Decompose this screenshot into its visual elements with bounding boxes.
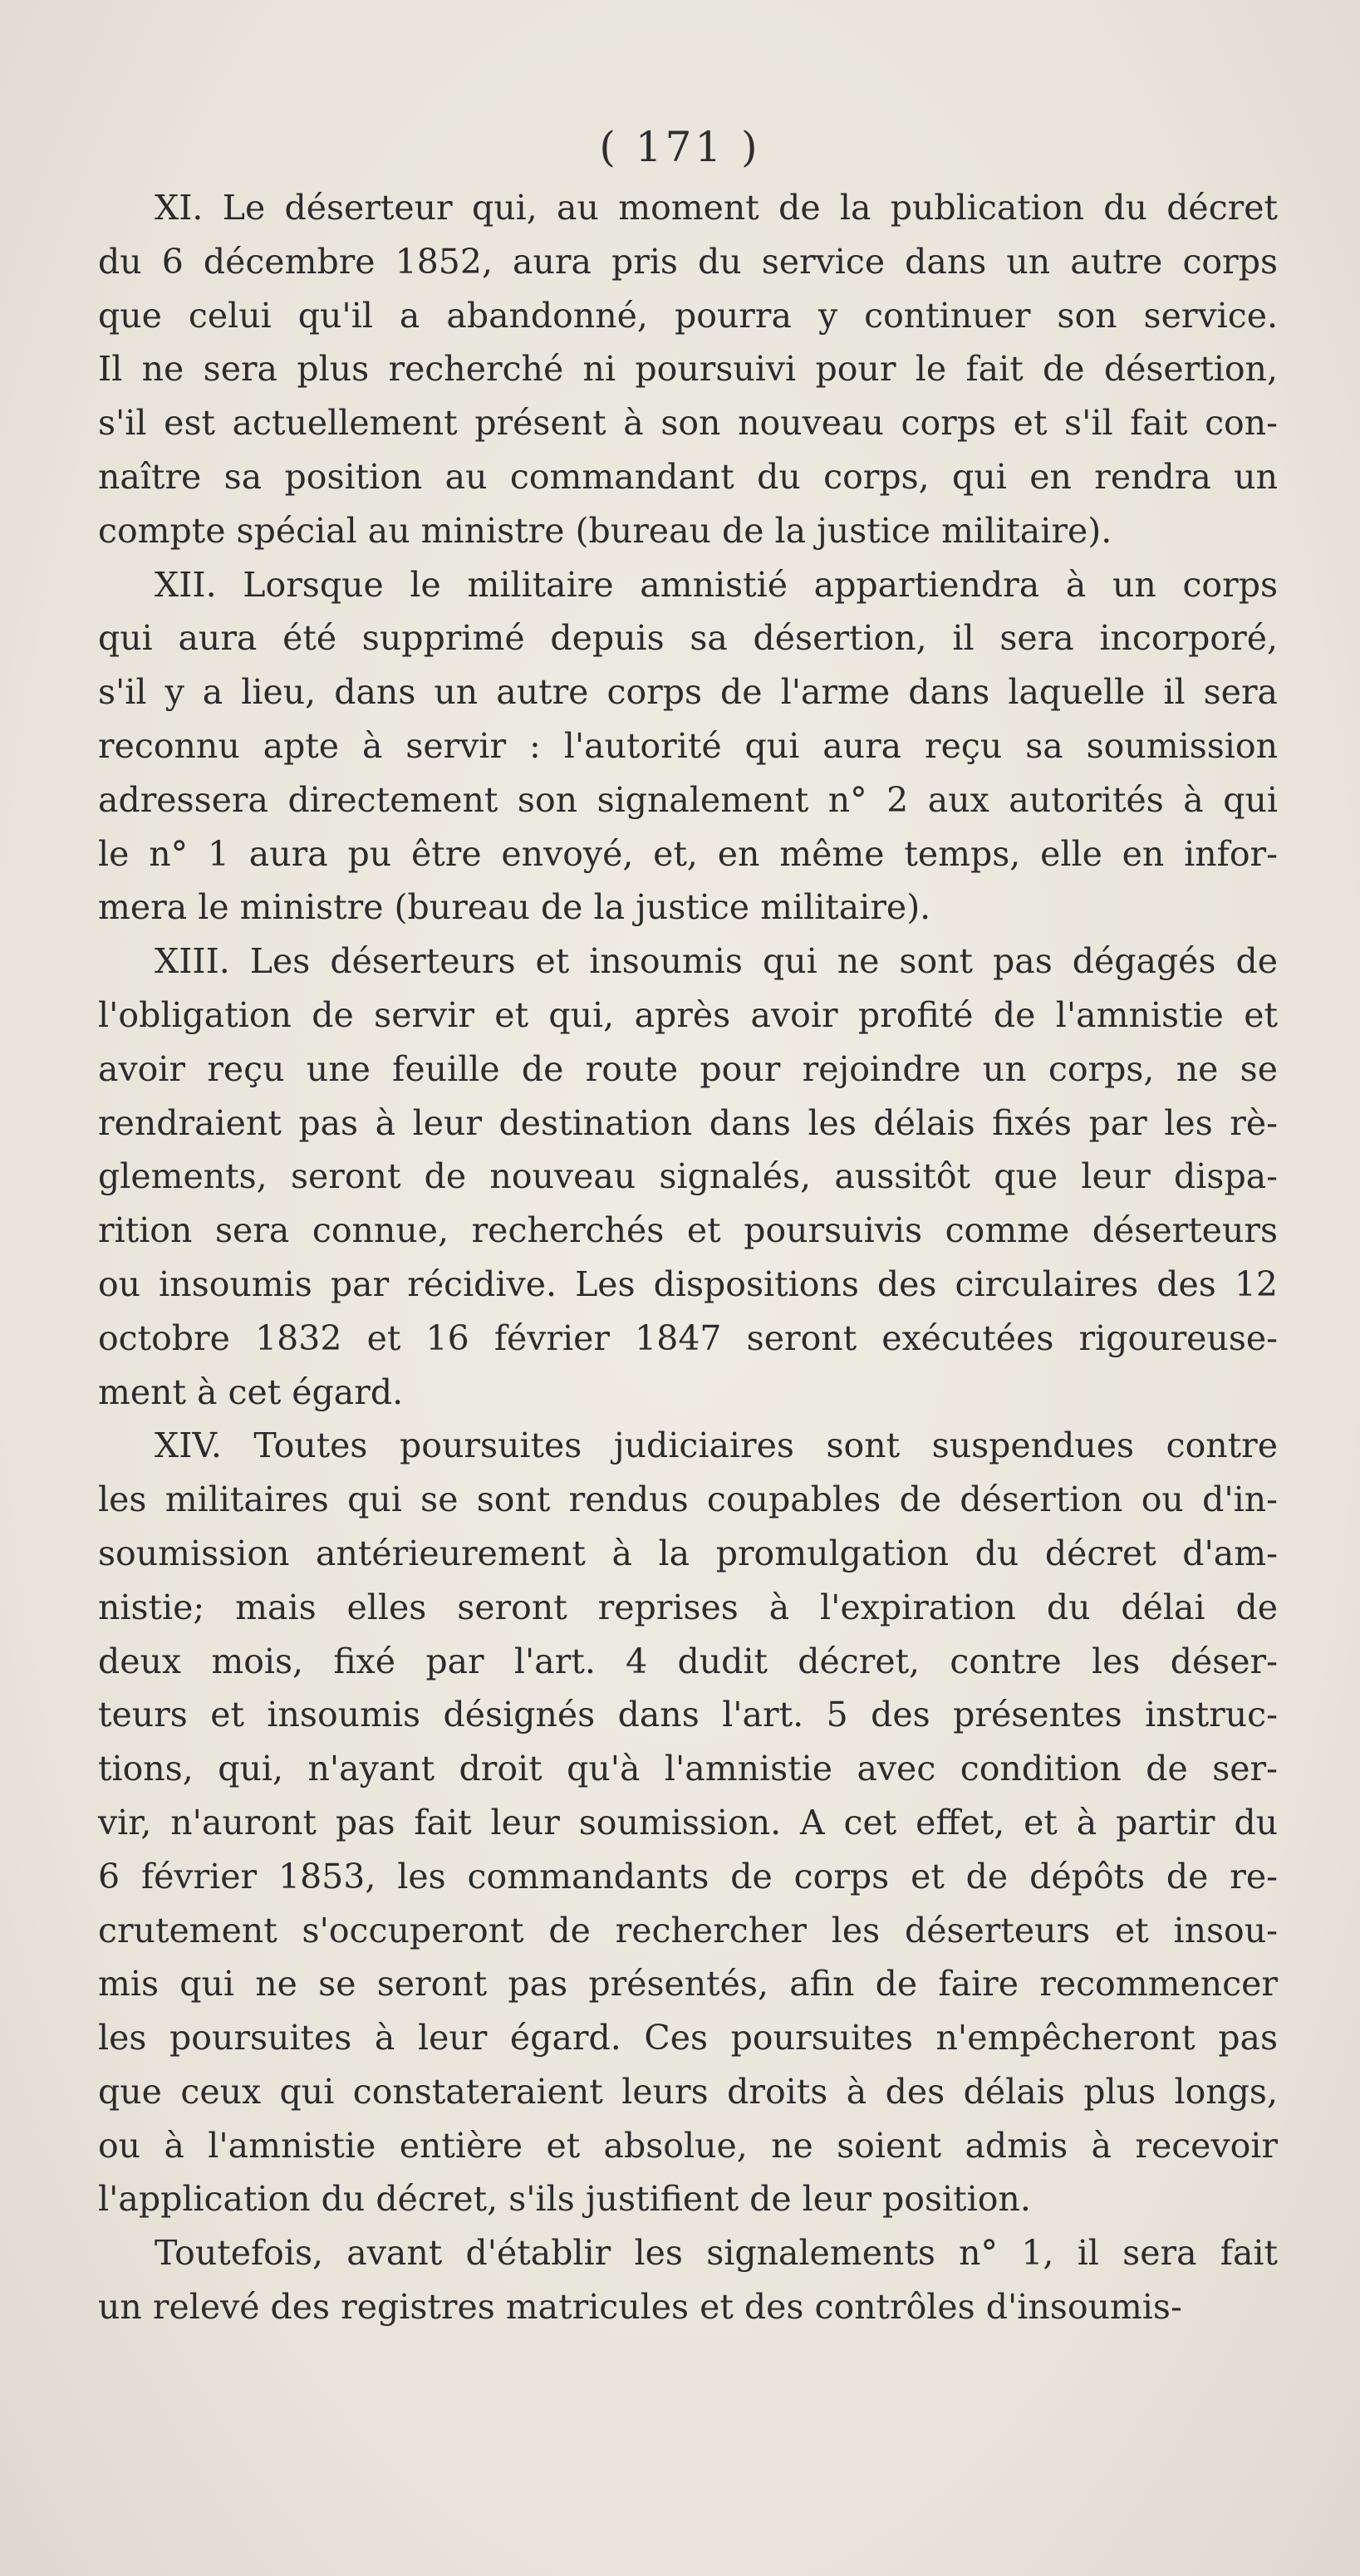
- text-line: ou à l'amnistie entière et absolue, ne soient admis à recevoir: [98, 2125, 1278, 2166]
- text-line: s'il y a lieu, dans un autre corps de l'arme dans laquelle il sera: [98, 672, 1278, 713]
- text-line: vir, n'auront pas fait leur soumission. A cet effet, et à partir du: [98, 1802, 1278, 1842]
- text-line: l'application du décret, s'ils justifient de leur position.: [98, 2179, 1031, 2220]
- text-line: ment à cet égard.: [98, 1371, 404, 1412]
- text-line: Il ne sera plus recherché ni poursuivi pour le fait de désertion,: [98, 349, 1278, 390]
- text-line: XI. Le déserteur qui, au moment de la publication du décret: [155, 188, 1278, 228]
- text-line: crutement s'occuperont de rechercher les déserteurs et insou-: [98, 1910, 1278, 1950]
- text-line: que ceux qui constateraient leurs droits à des délais plus longs,: [98, 2071, 1278, 2112]
- text-line: mis qui ne se seront pas présentés, afin de faire recommencer: [98, 1964, 1278, 2004]
- text-line: mera le ministre (bureau de la justice militaire).: [98, 887, 931, 928]
- text-line: les militaires qui se sont rendus coupables de désertion ou d'in-: [98, 1479, 1278, 1520]
- text-line: un relevé des registres matricules et des contrôles d'insoumis-: [98, 2287, 1182, 2328]
- text-line: les poursuites à leur égard. Ces poursuites n'empêcheront pas: [98, 2018, 1278, 2058]
- text-line: nistie; mais elles seront reprises à l'expiration du délai de: [98, 1587, 1278, 1627]
- text-line: compte spécial au ministre (bureau de la justice militaire).: [98, 510, 1112, 551]
- text-line: rendraient pas à leur destination dans les délais fixés par les rè-: [98, 1102, 1278, 1143]
- text-line: glements, seront de nouveau signalés, aussitôt que leur dispa-: [98, 1156, 1278, 1197]
- paragraph: [98, 2226, 1278, 2334]
- text-line: naître sa position au commandant du corps, qui en rendra un: [98, 456, 1278, 497]
- text-line: Toutefois, avant d'établir les signalements n° 1, il sera fait: [155, 2233, 1278, 2274]
- text-line: l'obligation de servir et qui, après avoir profité de l'amnistie et: [98, 994, 1278, 1035]
- page-number: ( 171 ): [599, 123, 761, 171]
- text-line: XIII. Les déserteurs et insoumis qui ne sont pas dégagés de: [155, 941, 1278, 982]
- paragraph: [98, 558, 1278, 935]
- text-line: reconnu apte à servir : l'autorité qui aura reçu sa soumission: [98, 725, 1278, 766]
- text-line: teurs et insoumis désignés dans l'art. 5 des présentes instruc-: [98, 1695, 1278, 1735]
- text-line: le n° 1 aura pu être envoyé, et, en même temps, elle en infor-: [98, 833, 1278, 874]
- text-line: tions, qui, n'ayant droit qu'à l'amnistie avec condition de ser-: [98, 1749, 1278, 1789]
- paragraph: [98, 181, 1278, 558]
- text-line: que celui qu'il a abandonné, pourra y continuer son service.: [98, 295, 1278, 336]
- text-line: qui aura été supprimé depuis sa désertion, il sera incorporé,: [98, 618, 1278, 659]
- text-line: XIV. Toutes poursuites judiciaires sont suspendues contre: [155, 1425, 1278, 1466]
- text-line: du 6 décembre 1852, aura pris du service dans un autre corps: [98, 241, 1278, 282]
- text-line: deux mois, fixé par l'art. 4 dudit décret, contre les déser-: [98, 1641, 1278, 1681]
- text-line: octobre 1832 et 16 février 1847 seront exécutées rigoureuse-: [98, 1317, 1278, 1358]
- text-line: avoir reçu une feuille de route pour rejoindre un corps, ne se: [98, 1048, 1278, 1089]
- text-line: s'il est actuellement présent à son nouveau corps et s'il fait con-: [98, 403, 1278, 444]
- text-line: soumission antérieurement à la promulgation du décret d'am-: [98, 1533, 1278, 1573]
- text-line: rition sera connue, recherchés et poursuivis comme déserteurs: [98, 1210, 1278, 1251]
- paragraph: [98, 935, 1278, 1419]
- text-line: XII. Lorsque le militaire amnistié appartiendra à un corps: [155, 564, 1278, 605]
- text-line: 6 février 1853, les commandants de corps et de dépôts de re-: [98, 1856, 1278, 1896]
- text-line: ou insoumis par récidive. Les dispositions des circulaires des 12: [98, 1263, 1278, 1304]
- text-line: adressera directement son signalement n° 2 aux autorités à qui: [98, 779, 1278, 820]
- paragraph: [98, 1419, 1278, 2226]
- body-text: [98, 181, 1278, 2334]
